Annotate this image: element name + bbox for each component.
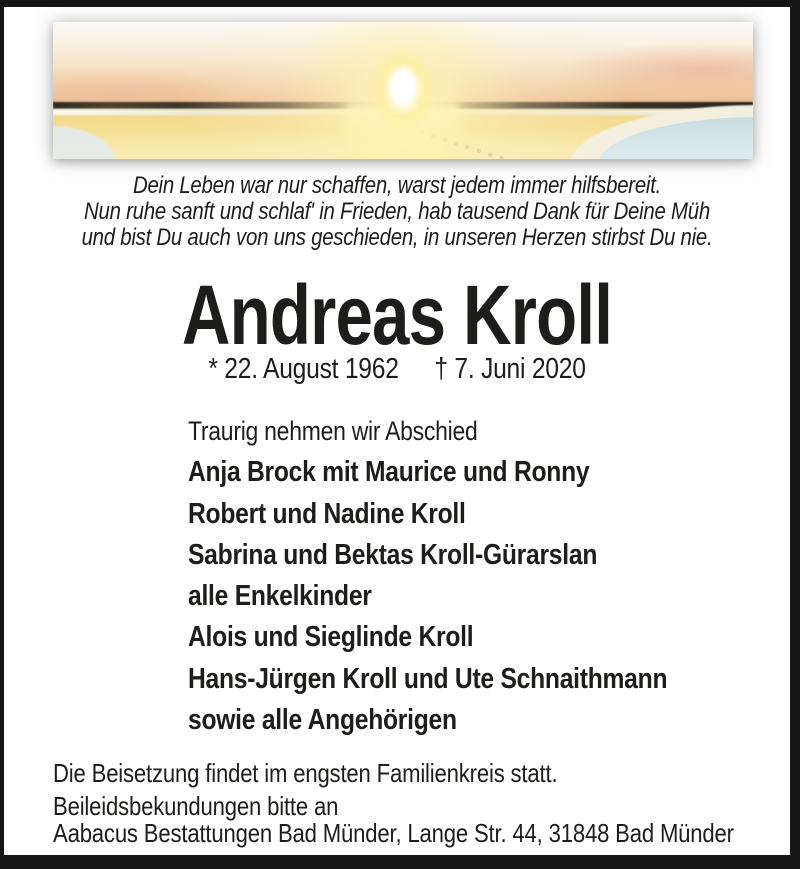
sunset-beach-photo <box>53 22 753 159</box>
condolence-note <box>53 793 734 847</box>
verse-line: und bist Du auch von uns geschieden, in unseren Herzen stirbst Du nie. <box>81 224 713 251</box>
condolence-intro: Beileidsbekundungen bitte an <box>53 791 339 821</box>
mourner-name: alle Enkelkinder <box>188 580 372 613</box>
mourner-name: Sabrina und Bektas Kroll-Gürarslan <box>188 538 598 571</box>
mourner-name: Anja Brock mit Maurice und Ronny <box>188 456 590 489</box>
farewell-intro: Traurig nehmen wir Abschied <box>188 416 478 446</box>
mourner-name: Robert und Nadine Kroll <box>188 497 466 530</box>
life-dates <box>63 352 731 386</box>
birth-date: * 22. August 1962 <box>208 353 399 385</box>
sun-glow <box>53 22 753 159</box>
mourner-name: Hans-Jürgen Kroll und Ute Schnaithmann <box>188 662 668 695</box>
notice-paper <box>4 7 790 855</box>
mourner-name: sowie alle Angehörigen <box>188 704 457 737</box>
verse-line: Dein Leben war nur schaffen, warst jedem immer hilfsbereit. <box>132 172 662 199</box>
funeral-note: Die Beisetzung findet im engsten Familienkreis statt. <box>53 758 558 788</box>
mourners-list <box>188 411 667 741</box>
memorial-verse <box>63 173 731 251</box>
verse-line: Nun ruhe sanft und schlaf' in Frieden, hab tausend Dank für Deine Müh <box>84 198 710 225</box>
death-date: † 7. Juni 2020 <box>434 353 586 385</box>
condolence-address: Aabacus Bestattungen Bad Münder, Lange Str. 44, 31848 Bad Münder <box>53 818 734 848</box>
mourner-name: Alois und Sieglinde Kroll <box>188 621 474 654</box>
deceased-name: Andreas Kroll <box>181 268 613 362</box>
